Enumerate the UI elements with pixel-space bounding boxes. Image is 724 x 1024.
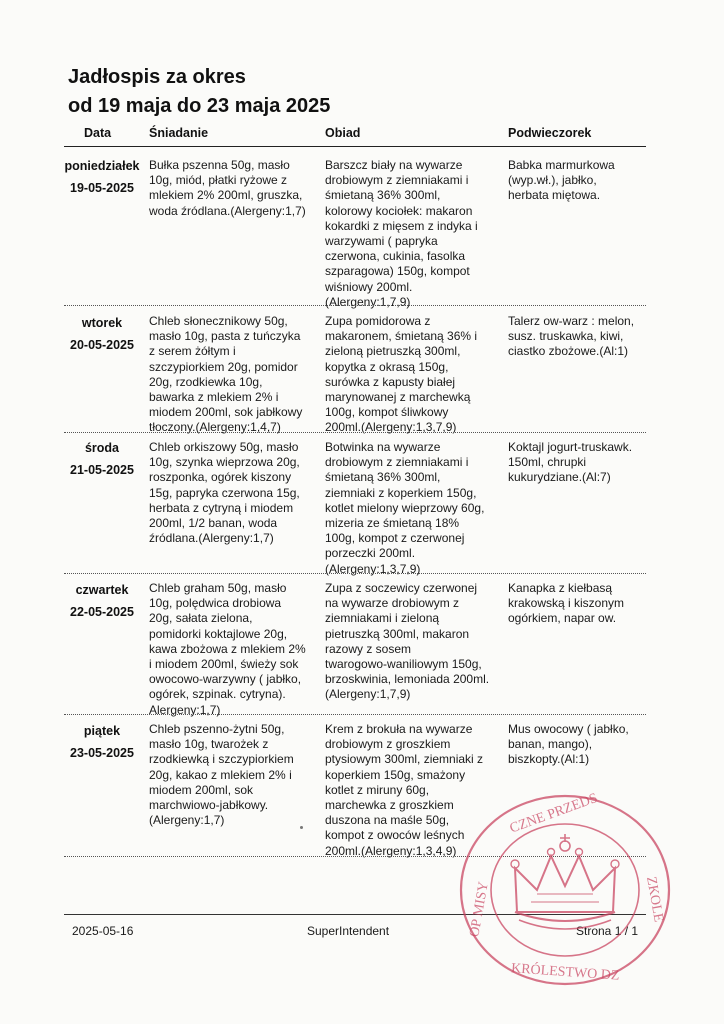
text-line: woda źródlana.(Alergeny:1,7): [149, 203, 306, 218]
title-line-2: od 19 maja do 23 maja 2025: [68, 95, 331, 117]
day-date: 21-05-2025: [70, 463, 134, 477]
text-line: 10g, miód, płatki ryżowe z: [149, 173, 288, 188]
text-line: Chleb słonecznikowy 50g,: [149, 314, 288, 328]
header-lunch: Obiad: [325, 126, 361, 140]
text-line: owocowo-warzywny ( jabłko,: [149, 672, 302, 687]
text-line: Chleb graham 50g, masło: [149, 581, 287, 595]
text-line: 150ml, chrupki: [508, 455, 587, 470]
day-date: 22-05-2025: [70, 605, 134, 619]
text-line: tłoczony.(Alergeny:1,4,7): [149, 420, 281, 435]
day-weekday: poniedziałek: [64, 159, 140, 173]
text-line: (wyp.wł.), jabłko,: [508, 173, 597, 188]
text-line: herbata miętowa.: [508, 188, 601, 203]
row-divider: [64, 305, 646, 306]
text-line: twarogowo-waniliowym 150g,: [325, 657, 482, 672]
text-line: Zupa z soczewicy czerwonej: [325, 581, 478, 595]
text-line: kokardki z mięsem z indyka i: [325, 218, 478, 233]
text-line: 20g, kakao z mlekiem 2% i: [149, 767, 292, 782]
day-date: 19-05-2025: [70, 181, 134, 195]
text-line: śmietaną 36% 300ml,: [325, 470, 441, 485]
text-line: czerwona, cukinia, fasolka: [325, 249, 466, 264]
text-line: (Alergeny:1,3,7,9): [325, 561, 421, 576]
text-line: Alergeny:1,7): [149, 702, 221, 717]
text-line: 100g, kompot z czerwonej: [325, 531, 465, 546]
snack-cell: [508, 314, 646, 360]
text-line: drobiowym z ziemniakami i: [325, 173, 469, 188]
text-line: Zupa pomidorowa z: [325, 314, 431, 328]
text-line: Krem z brokuła na wywarze: [325, 722, 473, 736]
text-line: i miodem 200ml, świeży sok: [149, 657, 299, 672]
header-snack: Podwieczorek: [508, 126, 592, 140]
row-divider: [64, 573, 646, 574]
breakfast-cell: [149, 440, 315, 546]
text-line: mlekiem 2% 200ml, gruszka,: [149, 188, 303, 203]
snack-cell: [508, 581, 646, 627]
snack-cell: [508, 722, 646, 768]
text-line: (Alergeny:1,7,9): [325, 294, 411, 309]
footer-author: SuperIntendent: [307, 924, 390, 938]
text-line: Kanapka z kiełbasą: [508, 581, 613, 595]
lunch-cell: [325, 440, 497, 577]
text-line: koperkiem 150g, smażony: [325, 767, 466, 782]
lunch-cell: [325, 158, 497, 310]
text-line: pietruszką 300ml, makaron: [325, 626, 470, 641]
text-line: kotlet z miruny 60g,: [325, 782, 430, 797]
text-line: kompot z owoców leśnych: [325, 828, 465, 843]
text-line: 20g, sałata zielona,: [149, 611, 253, 626]
header-breakfast: Śniadanie: [149, 126, 209, 140]
text-line: masło 10g, pasta z tuńczyka: [149, 329, 301, 344]
text-line: Chleb orkiszowy 50g, masło: [149, 440, 299, 454]
text-line: zieloną pietruszką 300ml,: [325, 344, 461, 359]
text-line: ciastko zbożowe.(Al:1): [508, 344, 629, 359]
text-line: biszkopty.(Al:1): [508, 752, 590, 767]
text-line: Babka marmurkowa: [508, 158, 615, 172]
text-line: warzywami ( papryka: [325, 234, 438, 249]
text-line: Chleb pszenno-żytni 50g,: [149, 722, 285, 736]
text-line: kukurydziane.(Al:7): [508, 470, 611, 485]
text-line: źródlana.(Alergeny:1,7): [149, 531, 274, 546]
text-line: drobiowym z groszkiem: [325, 737, 451, 752]
text-line: razowy z sosem: [325, 641, 412, 656]
text-line: kolorowy kociołek: makaron: [325, 203, 473, 218]
text-line: ptysiowym 300ml, ziemniaki z: [325, 752, 484, 767]
svg-text:ZKOLE: ZKOLE: [643, 875, 666, 924]
day-weekday: wtorek: [81, 316, 123, 330]
footer-page: Strona 1 / 1: [576, 924, 639, 938]
svg-text:KRÓLESTWO DZ: KRÓLESTWO DZ: [510, 961, 620, 984]
text-line: 200ml.(Alergeny:1,3,4,9): [325, 843, 457, 858]
row-divider: [64, 432, 646, 433]
text-line: 200ml.(Alergeny:1,3,7,9): [325, 420, 457, 435]
text-line: ziemniaki z koperkiem 150g,: [325, 485, 477, 500]
header-rule: [64, 146, 646, 147]
day-weekday: środa: [84, 441, 120, 455]
footer-date: 2025-05-16: [72, 924, 134, 938]
text-line: masło 10g, twarożek z: [149, 737, 269, 752]
text-line: Barszcz biały na wywarze: [325, 158, 463, 172]
day-date: 23-05-2025: [70, 746, 134, 760]
text-line: Botwinka na wywarze: [325, 440, 441, 454]
text-line: brzoskwinia, lemoniada 200ml.: [325, 672, 490, 687]
text-line: drobiowym z ziemniakami i: [325, 455, 469, 470]
text-line: na wywarze drobiowym z: [325, 596, 460, 611]
text-line: z serem żółtym i: [149, 344, 236, 359]
text-line: szczypiorkiem 20g, pomidor: [149, 359, 298, 374]
text-line: wiśniowy 200ml.: [325, 279, 413, 294]
text-line: banan, mango),: [508, 737, 593, 752]
text-line: makaronem, śmietaną 36% i: [325, 329, 478, 344]
text-line: herbata z cytryną i miodem: [149, 500, 294, 515]
text-line: duszona na maśle 50g,: [325, 813, 450, 828]
lunch-cell: [325, 314, 497, 436]
text-line: pomidorki koktajlowe 20g,: [149, 626, 288, 641]
snack-cell: [508, 158, 646, 204]
text-line: porzeczki 200ml.: [325, 546, 416, 561]
scan-speck: [300, 826, 303, 829]
text-line: 200ml, 1/2 banan, woda: [149, 516, 278, 531]
text-line: 20g, rzodkiewka 10g,: [149, 374, 263, 389]
day-date: 20-05-2025: [70, 338, 134, 352]
text-line: Bułka pszenna 50g, masło: [149, 158, 290, 172]
text-line: bawarka z mlekiem 2% i: [149, 390, 279, 405]
text-line: surówka z kapusty białej: [325, 374, 456, 389]
text-line: roszponka, ogórek kiszony: [149, 470, 292, 485]
text-line: Koktajl jogurt-truskawk.: [508, 440, 633, 454]
title-line-1: Jadłospis za okres: [68, 66, 246, 88]
snack-cell: [508, 440, 646, 486]
text-line: śmietaną 36% 300ml,: [325, 188, 441, 203]
text-line: Mus owocowy ( jabłko,: [508, 722, 629, 736]
breakfast-cell: [149, 722, 315, 828]
header-date: Data: [84, 126, 112, 140]
text-line: ziemniakami i zieloną: [325, 611, 440, 626]
text-line: ogórkiem, napar ow.: [508, 611, 617, 626]
text-line: miodem 200ml, sok jabłkowy: [149, 405, 303, 420]
text-line: marynowanej z marchewką: [325, 390, 471, 405]
breakfast-cell: [149, 158, 315, 219]
text-line: rzodkiewką i szczypiorkiem: [149, 752, 294, 767]
text-line: kopytka z okrasą 150g,: [325, 359, 449, 374]
text-line: (Alergeny:1,7,9): [325, 687, 411, 702]
day-weekday: piątek: [83, 724, 121, 738]
text-line: 10g, polędwica drobiowa: [149, 596, 282, 611]
breakfast-cell: [149, 314, 315, 436]
text-line: marchewka z groszkiem: [325, 798, 454, 813]
text-line: 100g, kompot śliwkowy: [325, 405, 449, 420]
svg-text:OP MISY: OP MISY: [467, 880, 492, 939]
preschool-stamp-icon: [455, 790, 675, 990]
text-line: Talerz ow-warz : melon,: [508, 314, 635, 328]
text-line: szparagowa) 150g, kompot: [325, 264, 470, 279]
day-weekday: czwartek: [75, 583, 129, 597]
breakfast-cell: [149, 581, 315, 718]
text-line: mizeria ze śmietaną 18%: [325, 516, 460, 531]
lunch-cell: [325, 581, 497, 703]
svg-text:CZNE PRZEDS: CZNE PRZEDS: [507, 790, 600, 837]
text-line: marchwiowo-jabłkowy.: [149, 798, 269, 813]
text-line: susz. truskawka, kiwi,: [508, 329, 624, 344]
text-line: ogórek, szpinak. cytryna).: [149, 687, 286, 702]
text-line: (Alergeny:1,7): [149, 813, 225, 828]
text-line: 10g, szynka wieprzowa 20g,: [149, 455, 300, 470]
row-divider: [64, 714, 646, 715]
text-line: kotlet mielony wieprzowy 60g,: [325, 500, 485, 515]
text-line: kawa zbożowa z mlekiem 2%: [149, 641, 306, 656]
text-line: miodem 200ml, sok: [149, 782, 254, 797]
text-line: krakowską i kiszonym: [508, 596, 625, 611]
text-line: 15g, papryka czerwona 15g,: [149, 485, 300, 500]
